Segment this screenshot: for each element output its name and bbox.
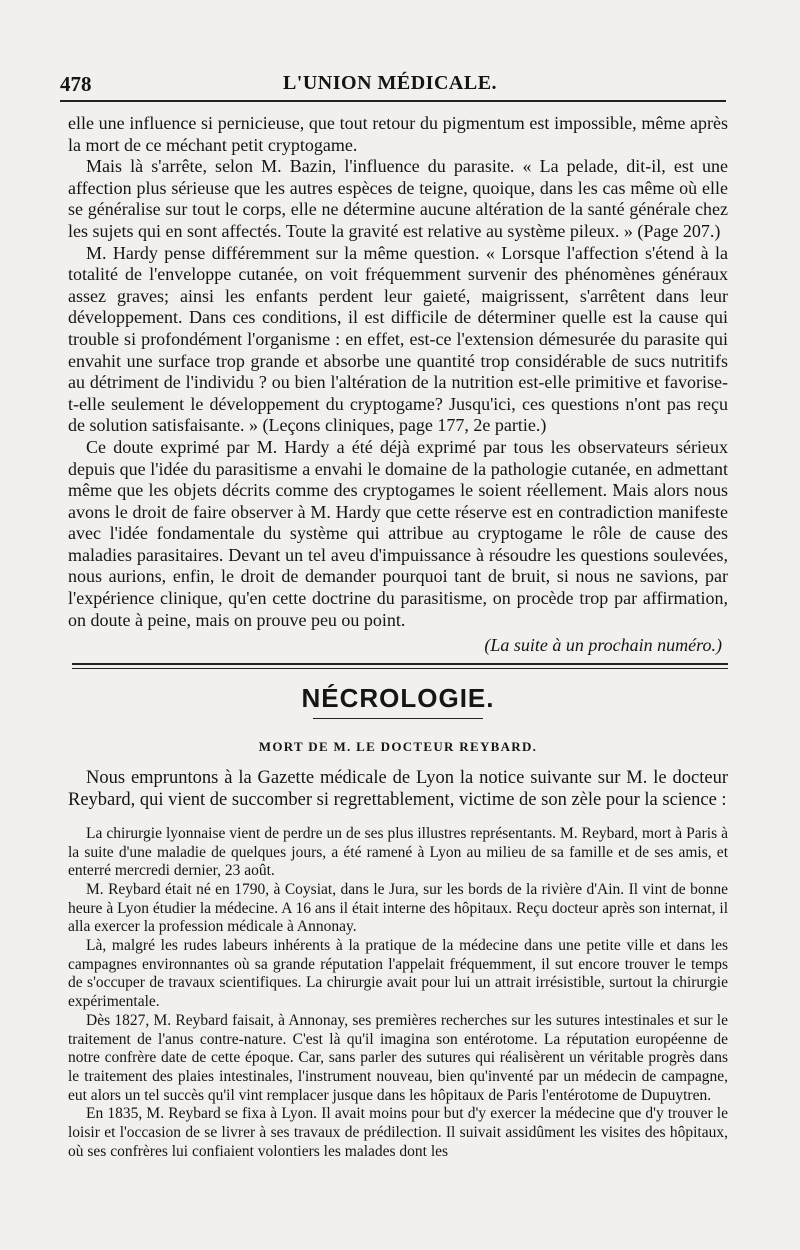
page-number: 478 [60,72,92,96]
quote-paragraph: La chirurgie lyonnaise vient de perdre un de ses plus illustres représentants. M. Reybard, mort à Paris à la suite d'une maladie de quelques jours, a été ramené à Lyon au milieu de sa famille et de ses amis, et enterré mercredi dernier, 23 août. [68,824,728,880]
quote-paragraph: En 1835, M. Reybard se fixa à Lyon. Il avait moins pour but d'y exercer la médecine que d'y trouver le loisir et l'occasion de se livrer à ses travaux de prédilection. Il suivait assidûment les visites des hôpitaux, où ses confrères lui confiaient volontiers les malades dont les [68,1105,728,1160]
intro-paragraph: Nous empruntons à la Gazette médicale de Lyon la notice suivante sur M. le docteur Reybard, qui vient de succomber si regrettablement, victime de son zèle pour la science : [68,767,728,810]
article-paragraph: Mais là s'arrête, selon M. Bazin, l'influence du parasite. « La pelade, dit-il, est une affection plus sérieuse que les autres espèces de teigne, quoique, dans les cas même où elle se généralise sur tout le corps, elle ne détermine aucune altération de la santé générale chez les sujets qui en sont affectés. Toute la gravité est relative au système pileux. » (Page 207.) [68,156,728,241]
article-paragraph: M. Hardy pense différemment sur la même question. « Lorsque l'affection s'étend à la totalité de l'enveloppe cutanée, on voit fréquemment survenir des phénomènes généraux assez graves; ainsi les enfants perdent leur gaieté, maigrissent, s'arrêtent dans leur développement. Dans ces conditions, il est difficile de déterminer quelle est la cause qui trouble si profondément l'organisme : en effet, est-ce l'extension démesurée du parasite qui envahit une surface trop grande et absorbe une quantité trop considérable de sucs nutritifs au détriment de l'individu ? ou bien l'altération de la nutrition est-elle primitive et favorise-t-elle seulement le développement du cryptogame? Jusqu'ici, ces questions n'ont pas reçu de solution satisfaisante. » (Leçons cliniques, page 177, 2e partie.) [68,242,728,436]
obituary-quote [68,825,728,1162]
quote-paragraph: Dès 1827, M. Reybard faisait, à Annonay, ses premières recherches sur les sutures intestinales et sur le traitement de l'anus contre-nature. C'est là qu'il imagina son entérotome. La réputation européenne de notre confrère date de cette époque. Car, sans parler des sutures qui réalisèrent un véritable progrès dans le traitement des plaies intestinales, l'instrument nouveau, bien qu'inventé par un médecin de campagne, eut alors un tel succès qu'il vint remplacer jusque dans les hôpitaux de Paris l'entérotome de Dupuytren. [68,1011,728,1104]
section-title-underline [313,718,483,719]
article-paragraph: elle une influence si pernicieuse, que tout retour du pigmentum est impossible, même après la mort de ce méchant petit cryptogame. [68,113,728,155]
article-continuation [68,113,728,657]
journal-title: L'UNION MÉDICALE. [282,72,498,94]
article-signature: (La suite à un prochain numéro.) [484,635,722,656]
section-title: NÉCROLOGIE. [301,682,495,713]
quote-paragraph: M. Reybard était né en 1790, à Coysiat, dans le Jura, sur les bords de la rivière d'Ain. Il vint de bonne heure à Lyon étudier la médecine. A 16 ans il était interne des hôpitaux. Reçu docteur après son internat, il alla exercer la profession médicale à Annonay. [68,880,728,936]
obituary-subheading: MORT DE M. LE DOCTEUR REYBARD. [258,738,538,754]
quote-paragraph: Là, malgré les rudes labeurs inhérents à la pratique de la médecine dans une petite ville et dans les campagnes environnantes où sa grande réputation l'appelait fréquemment, il sut encore trouver le temps de s'occuper de travaux scientifiques. La chirurgie avait pour lui un attrait irrésistible, surtout la chirurgie expérimentale. [68,937,728,1011]
page-body [68,113,728,1162]
header-rule [60,100,726,102]
section-divider-thin [72,668,728,669]
article-paragraph: Ce doute exprimé par M. Hardy a été déjà exprimé par tous les observateurs sérieux depuis que l'idée du parasitisme a envahi le domaine de la pathologie cutanée, en admettant même que les objets décrits comme des cryptogames le soient réellement. Mais alors nous avons le droit de faire observer à M. Hardy que cette réserve est en contradiction manifeste avec l'idée fondamentale du système qui attribue au cryptogame le rôle de cause des maladies parasitaires. Devant un tel aveu d'impuissance à résoudre les questions soulevées, nous aurions, enfin, le droit de demander pourquoi tant de bruit, si nous ne savions, par l'expérience clinique, qu'en cette doctrine du parasitisme, on procède trop par affirmation, on doute à peine, mais on prouve peu ou point. [68,436,728,630]
obituary-intro [68,767,728,811]
section-divider [72,663,728,665]
page-header [60,66,720,100]
